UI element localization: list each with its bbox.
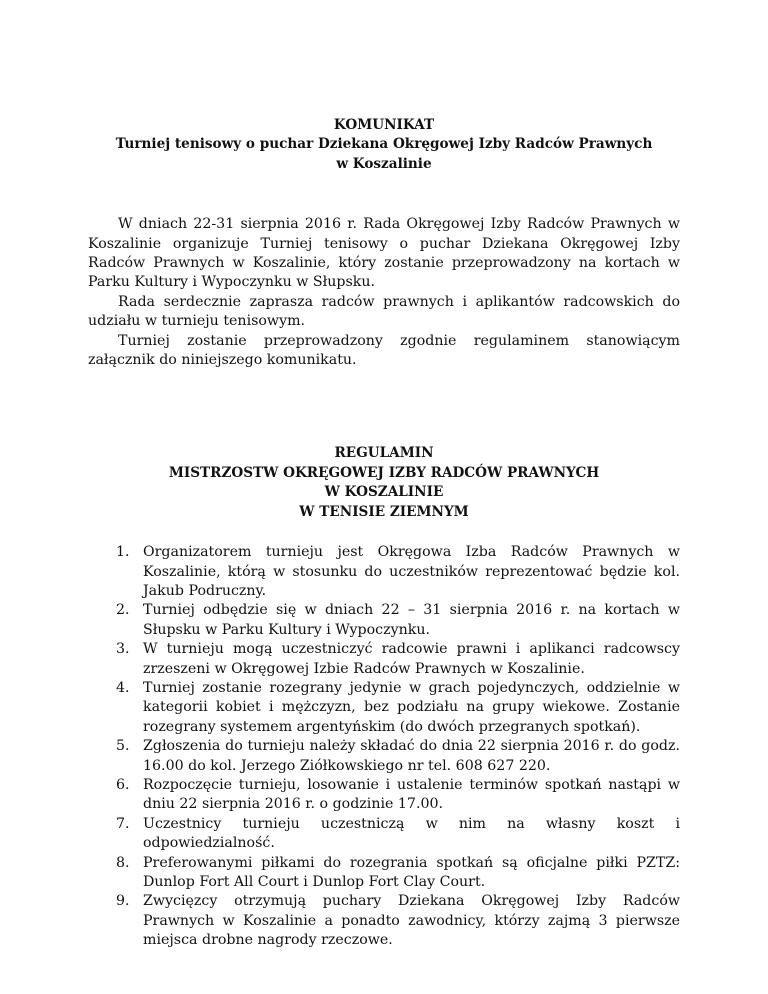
rule-item [88, 892, 680, 950]
regulamin-subtitle-line1: MISTRZOSTW OKRĘGOWEJ IZBY RADCÓW PRAWNYCH [168, 464, 600, 481]
rule-text: Uczestnicy turnieju uczestniczą w nim na własny koszt i odpowiedzialność. [143, 815, 680, 852]
rule-number: 7. [116, 815, 130, 832]
rule-text: Zwycięzcy otrzymują puchary Dziekana Okręgowej Izby Radców Prawnych w Koszalinie a ponadto zawodnicy, którzy zajmą 3 pierwsze miejsca drobne nagrody rzeczowe. [143, 893, 680, 949]
document-page [88, 116, 680, 951]
rule-number: 4. [116, 679, 130, 696]
rule-item [88, 815, 680, 854]
regulamin-heading [88, 444, 680, 522]
rule-text: Organizatorem turnieju jest Okręgowa Izba Radców Prawnych w Koszalinie, którą w stosunku do uczestników reprezentować będzie kol. Jakub Podruczny. [143, 544, 680, 599]
intro-section [88, 215, 680, 370]
rule-number: 2. [116, 602, 130, 619]
rule-number: 5. [116, 738, 130, 755]
rule-text: Turniej odbędzie się w dniach 22 – 31 sierpnia 2016 r. na kortach w Słupsku w Parku Kultury i Wypoczynku. [143, 602, 680, 638]
rule-item [88, 776, 680, 815]
komunikat-title: KOMUNIKAT [333, 117, 435, 133]
rule-text: Rozpoczęcie turnieju, losowanie i ustalenie terminów spotkań nastąpi w dniu 22 sierpnia 2016 r. o godzinie 17.00. [143, 776, 680, 813]
rule-number: 1. [116, 544, 130, 561]
rule-text: Preferowanymi piłkami do rozegrania spotkań są oficjalne piłki PZTZ: Dunlop Fort All Court i Dunlop Fort Clay Court. [143, 854, 680, 890]
rule-number: 8. [116, 854, 130, 871]
rule-item [88, 679, 680, 737]
komunikat-subtitle-line2: w Koszalinie [336, 155, 432, 172]
rule-item [88, 737, 680, 776]
rule-text: Zgłoszenia do turnieju należy składać do dnia 22 sierpnia 2016 r. do godz. 16.00 do kol. Jerzego Ziółkowskiego nr tel. 608 627 220. [143, 738, 680, 774]
rules-list [88, 543, 680, 951]
intro-paragraph-2: Rada serdecznie zaprasza radców prawnych i aplikantów radcowskich do udziału w turnieju tenisowym. [88, 293, 680, 330]
regulamin-subtitle-line2: W KOSZALINIE [324, 484, 444, 501]
rule-number: 6. [116, 776, 130, 793]
rule-item [88, 601, 680, 640]
regulamin-subtitle-line3: W TENISIE ZIEMNYM [299, 503, 469, 520]
intro-paragraph-3: Turniej zostanie przeprowadzony zgodnie regulaminem stanowiącym załącznik do niniejszego komunikatu. [88, 332, 680, 369]
komunikat-heading [88, 116, 680, 174]
intro-paragraph-1: W dniach 22-31 sierpnia 2016 r. Rada Okręgowej Izby Radców Prawnych w Koszalinie organizuje Turniej tenisowy o puchar Dziekana Okręgowej Izby Radców Prawnych w Koszalinie, który zostanie przeprowadzony na kortach w Parku Kultury i Wypoczynku w Słupsku. [88, 216, 680, 291]
komunikat-subtitle-line1: Turniej tenisowy o puchar Dziekana Okręgowej Izby Radców Prawnych [115, 136, 653, 153]
rule-item [88, 543, 680, 601]
rule-number: 9. [116, 893, 130, 910]
rule-item [88, 854, 680, 893]
rule-number: 3. [116, 641, 130, 658]
rule-item [88, 640, 680, 679]
rule-text: W turnieju mogą uczestniczyć radcowie prawni i aplikanci radcowscy zrzeszeni w Okręgowej Izbie Radców Prawnych w Koszalinie. [143, 641, 680, 677]
regulamin-title: REGULAMIN [334, 445, 434, 462]
rule-text: Turniej zostanie rozegrany jedynie w grach pojedynczych, oddzielnie w kategorii kobiet i mężczyzn, bez podziału na grupy wiekowe. Zostanie rozegrany systemem argentyńskim (do dwóch przegranych spotkań). [143, 679, 680, 735]
